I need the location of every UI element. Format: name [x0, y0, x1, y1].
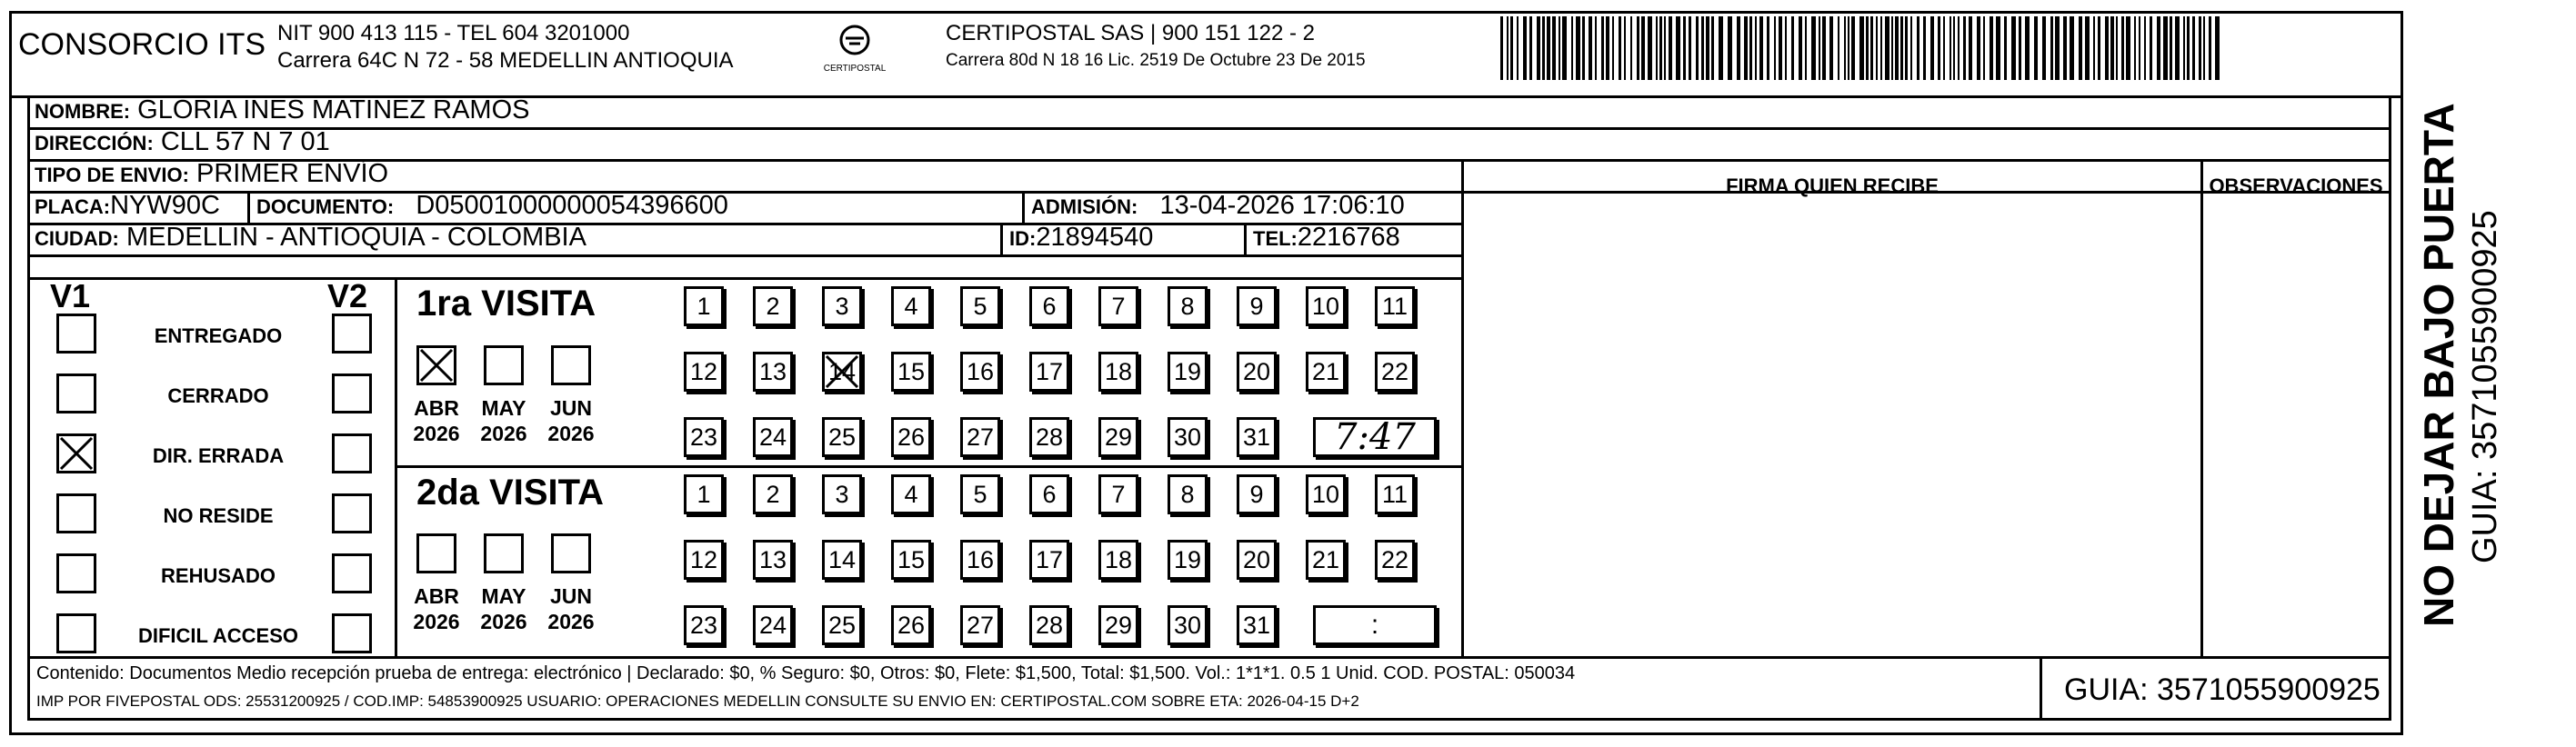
barcode-bar [2011, 16, 2016, 80]
barcode-bar [1859, 16, 1864, 80]
barcode-bar [2110, 16, 2114, 80]
day-box[interactable]: 9 [1237, 474, 1277, 514]
day-box[interactable]: 7 [1098, 474, 1138, 514]
day-box[interactable]: 23 [684, 417, 724, 457]
barcode-bar [1510, 16, 1513, 80]
v2-checkbox[interactable] [332, 493, 372, 533]
barcode [1500, 16, 2228, 80]
barcode-bar [1701, 16, 1704, 80]
month-year: 2026 [547, 610, 595, 633]
barcode-bar [1943, 16, 1945, 80]
barcode-bar [1923, 16, 1926, 80]
day-box[interactable]: 11 [1375, 286, 1415, 326]
nombre-row [35, 95, 529, 125]
barcode-bar [1880, 16, 1882, 80]
tel-value: 2216768 [1297, 223, 1400, 252]
barcode-bar [1851, 16, 1855, 80]
divider [2040, 656, 2042, 720]
v2-checkbox[interactable] [332, 374, 372, 413]
day-box[interactable]: 13 [753, 352, 793, 392]
barcode-bar [2199, 16, 2201, 80]
day-box[interactable]: 18 [1098, 352, 1138, 392]
divider [396, 465, 1464, 468]
footer-guia: GUIA: 3571055900925 [2064, 672, 2381, 707]
day-box[interactable]: 20 [1237, 540, 1277, 580]
barcode-bar [2070, 16, 2074, 80]
placa-label: PLACA: [35, 195, 111, 218]
barcode-bar [1656, 16, 1658, 80]
month-checkbox[interactable] [551, 533, 591, 573]
barcode-bar [1779, 16, 1782, 80]
status-option-label: DIR. ERRADA [152, 444, 285, 467]
company-name: CONSORCIO ITS [18, 27, 266, 62]
day-box[interactable]: 29 [1098, 417, 1138, 457]
month-name: ABR [414, 584, 459, 608]
divider [395, 277, 397, 659]
certipostal-logo [818, 16, 891, 80]
barcode-bar [1785, 16, 1787, 80]
day-box[interactable]: 19 [1168, 540, 1208, 580]
id-label: ID: [1009, 227, 1037, 250]
month-label [538, 395, 604, 446]
day-box[interactable]: 12 [684, 352, 724, 392]
barcode-bar [1759, 16, 1763, 80]
barcode-bar [1500, 16, 1503, 80]
barcode-bar [2175, 16, 2180, 80]
month-year: 2026 [413, 610, 460, 633]
day-box[interactable]: 15 [891, 540, 931, 580]
status-option-label: ENTREGADO [154, 324, 283, 347]
barcode-bar [2126, 16, 2130, 80]
month-year: 2026 [413, 422, 460, 445]
month-name: ABR [414, 396, 459, 420]
barcode-bar [1958, 16, 1960, 80]
barcode-bar [1728, 16, 1732, 80]
barcode-bar [1552, 16, 1556, 80]
documento-value: D05001000000054396600 [416, 191, 728, 220]
barcode-bar [1601, 16, 1604, 80]
barcode-bar [1996, 16, 2000, 80]
day-box[interactable]: 8 [1168, 474, 1208, 514]
nombre-label: NOMBRE: [35, 100, 131, 123]
barcode-bar [2050, 16, 2053, 80]
day-box[interactable]: 22 [1375, 540, 1415, 580]
barcode-bar [1676, 16, 1680, 80]
day-box[interactable]: 14 [822, 540, 862, 580]
barcode-bar [1805, 16, 1807, 80]
barcode-bar [1822, 16, 1826, 80]
day-box[interactable]: 28 [1029, 417, 1069, 457]
day-box[interactable]: 10 [1306, 286, 1346, 326]
barcode-bar [1517, 16, 1519, 80]
v2-checkbox[interactable] [332, 613, 372, 653]
v2-checkbox[interactable] [332, 553, 372, 593]
divider [27, 718, 2391, 721]
barcode-bar [2034, 16, 2038, 80]
barcode-bar [1606, 16, 1609, 80]
barcode-bar [2105, 16, 2109, 80]
month-name: MAY [481, 396, 526, 420]
month-label [471, 583, 536, 634]
barcode-bar [2025, 16, 2030, 80]
barcode-bar [1737, 16, 1740, 80]
day-box[interactable]: 11 [1375, 474, 1415, 514]
day-box[interactable]: 4 [891, 474, 931, 514]
barcode-bar [1589, 16, 1592, 80]
logo-text: CERTIPOSTAL [823, 64, 887, 74]
barcode-bar [1669, 16, 1672, 80]
barcode-bar [1664, 16, 1666, 80]
day-box[interactable]: 1 [684, 474, 724, 514]
divider [27, 277, 1464, 280]
day-box[interactable]: 31 [1237, 605, 1277, 645]
certi-line1: CERTIPOSTAL SAS | 900 151 122 - 2 [946, 21, 1315, 45]
day-box[interactable]: 1 [684, 286, 724, 326]
day-box[interactable]: 25 [822, 605, 862, 645]
direccion-row [35, 127, 330, 157]
day-box[interactable]: 16 [960, 540, 1000, 580]
barcode-bar [1641, 16, 1645, 80]
barcode-bar [1706, 16, 1709, 80]
barcode-bar [2187, 16, 2190, 80]
tipo-label: TIPO DE ENVIO: [35, 164, 189, 186]
id-value: 21894540 [1036, 223, 1154, 252]
barcode-bar [1969, 16, 1972, 80]
divider [1000, 223, 1003, 254]
barcode-bar [1950, 16, 1951, 80]
barcode-bar [1749, 16, 1752, 80]
barcode-bar [1844, 16, 1846, 80]
month-checkbox[interactable] [484, 345, 524, 385]
barcode-bar [2139, 16, 2140, 80]
day-box[interactable]: 21 [1306, 540, 1346, 580]
divider [1244, 223, 1247, 254]
barcode-bar [1885, 16, 1889, 80]
v2-label: V2 [327, 277, 368, 314]
day-box[interactable]: 25 [822, 417, 862, 457]
day-box[interactable]: 30 [1168, 605, 1208, 645]
barcode-bar [1917, 16, 1919, 80]
barcode-bar [2085, 16, 2090, 80]
barcode-bar [1866, 16, 1869, 80]
day-box[interactable]: 17 [1029, 540, 1069, 580]
day-box[interactable]: 29 [1098, 605, 1138, 645]
barcode-bar [2215, 16, 2220, 80]
day-box[interactable]: 23 [684, 605, 724, 645]
month-label [404, 395, 469, 446]
admision-value: 13-04-2026 17:06:10 [1159, 191, 1405, 220]
barcode-bar [1895, 16, 1899, 80]
month-year: 2026 [480, 422, 527, 445]
day-box[interactable]: 10 [1306, 474, 1346, 514]
day-box[interactable]: 12 [684, 540, 724, 580]
day-box[interactable]: 30 [1168, 417, 1208, 457]
time-box[interactable]: 7:47 [1313, 417, 1437, 457]
barcode-bar [1719, 16, 1723, 80]
barcode-bar [1576, 16, 1580, 80]
barcode-bar [1891, 16, 1893, 80]
side-warning: NO DEJAR BAJO PUERTA [2415, 103, 2462, 627]
footer-line1: Contenido: Documentos Medio recepción prueba de entrega: electrónico | Declarado: $0, % Seguro: $0, Otros: $0, Flete: $1,500, Total: $1,500. Vol.: 1*1*1. 0.5 1 Unid. COD. POSTAL: 050034 [36, 663, 1576, 683]
day-box[interactable]: 18 [1098, 540, 1138, 580]
day-box[interactable]: 8 [1168, 286, 1208, 326]
footer-line2: IMP POR FIVEPOSTAL ODS: 25531200925 / COD.IMP: 54853900925 USUARIO: OPERACIONES MEDELLIN CONSULTE SU ENVIO EN: CERTIPOSTAL.COM SOBRE ETA: 2026-04-15 D+2 [36, 692, 1359, 710]
divider [247, 191, 250, 223]
day-box[interactable]: 2 [753, 474, 793, 514]
month-label [404, 583, 469, 634]
barcode-bar [1905, 16, 1908, 80]
barcode-bar [1630, 16, 1632, 80]
admision-label: ADMISIÓN: [1031, 195, 1138, 218]
v1-checkbox[interactable] [56, 374, 96, 413]
status-option-label: DIFICIL ACCESO [137, 624, 298, 647]
day-box[interactable]: 6 [1029, 286, 1069, 326]
barcode-bar [2063, 16, 2067, 80]
tipo-row [35, 159, 388, 189]
divider [2200, 159, 2203, 659]
v2-checkbox[interactable] [332, 433, 372, 473]
v1-label: V1 [50, 277, 91, 314]
barcode-bar [2004, 16, 2007, 80]
side-guia: GUIA: 3571055900925 [2466, 210, 2504, 563]
direccion-label: DIRECCIÓN: [35, 132, 154, 154]
nombre-value: GLORIA INES MATINEZ RAMOS [137, 95, 530, 124]
month-label [538, 583, 604, 634]
day-box[interactable]: 24 [753, 417, 793, 457]
barcode-bar [1619, 16, 1621, 80]
barcode-bar [1848, 16, 1849, 80]
company-info [277, 20, 734, 75]
ciudad-label: CIUDAD: [35, 227, 119, 250]
barcode-bar [2121, 16, 2124, 80]
divider [1461, 159, 1464, 659]
barcode-bar [1983, 16, 1985, 80]
barcode-bar [1791, 16, 1794, 80]
barcode-bar [2019, 16, 2021, 80]
month-checkbox[interactable] [551, 345, 591, 385]
month-name: JUN [549, 396, 592, 420]
barcode-bar [1829, 16, 1833, 80]
barcode-bar [1799, 16, 1802, 80]
certipostal-info [946, 20, 1366, 75]
barcode-bar [1562, 16, 1567, 80]
barcode-bar [1582, 16, 1585, 80]
placa-row [35, 191, 220, 221]
day-box[interactable]: 14 [822, 352, 862, 392]
month-checkbox[interactable] [484, 533, 524, 573]
id-row [1009, 223, 1153, 253]
ciudad-row [35, 223, 586, 253]
v1-checkbox[interactable] [56, 314, 96, 354]
v1-checkbox[interactable] [56, 553, 96, 593]
v2-checkbox[interactable] [332, 314, 372, 354]
day-box[interactable]: 22 [1375, 352, 1415, 392]
day-box[interactable]: 5 [960, 474, 1000, 514]
day-box[interactable]: 20 [1237, 352, 1277, 392]
day-box[interactable]: 13 [753, 540, 793, 580]
day-box[interactable]: 3 [822, 474, 862, 514]
barcode-bar [1767, 16, 1769, 80]
barcode-bar [1774, 16, 1776, 80]
day-box[interactable]: 6 [1029, 474, 1069, 514]
barcode-bar [2055, 16, 2060, 80]
v1-checkbox[interactable] [56, 493, 96, 533]
barcode-bar [2093, 16, 2095, 80]
visit2-title: 2da VISITA [416, 473, 604, 513]
documento-row [256, 191, 728, 221]
barcode-bar [2157, 16, 2160, 80]
barcode-bar [1547, 16, 1550, 80]
day-box[interactable]: 24 [753, 605, 793, 645]
barcode-bar [1811, 16, 1816, 80]
status-option-label: NO RESIDE [163, 504, 274, 527]
barcode-bar [1870, 16, 1873, 80]
ciudad-value: MEDELLIN - ANTIOQUIA - COLOMBIA [125, 223, 586, 252]
firma-header: FIRMA QUIEN RECIBE [1726, 174, 1939, 197]
day-box[interactable]: 5 [960, 286, 1000, 326]
barcode-bar [2183, 16, 2185, 80]
day-box[interactable]: 3 [822, 286, 862, 326]
observaciones-header: OBSERVACIONES [2209, 174, 2383, 197]
barcode-bar [1559, 16, 1560, 80]
time-box[interactable]: : [1313, 605, 1437, 645]
v1-checkbox[interactable] [56, 433, 96, 473]
barcode-bar [1537, 16, 1540, 80]
barcode-bar [1977, 16, 1980, 80]
barcode-bar [2144, 16, 2146, 80]
barcode-bar [2163, 16, 2168, 80]
divider [27, 656, 2391, 659]
barcode-bar [1990, 16, 1993, 80]
barcode-bar [1711, 16, 1714, 80]
day-box[interactable]: 7 [1098, 286, 1138, 326]
barcode-bar [2192, 16, 2195, 80]
day-box[interactable]: 17 [1029, 352, 1069, 392]
month-checkbox[interactable] [416, 345, 456, 385]
placa-value: NYW90C [110, 191, 220, 220]
barcode-bar [1744, 16, 1748, 80]
tipo-value: PRIMER ENVÍO [195, 159, 389, 188]
certi-line2: Carrera 80d N 18 16 Lic. 2519 De Octubre 23 De 2015 [946, 51, 1366, 70]
day-box[interactable]: 4 [891, 286, 931, 326]
divider [1022, 191, 1025, 223]
barcode-bar [2170, 16, 2172, 80]
barcode-bar [2209, 16, 2211, 80]
barcode-bar [1696, 16, 1699, 80]
documento-label: DOCUMENTO: [256, 195, 395, 218]
day-box[interactable]: 19 [1168, 352, 1208, 392]
barcode-bar [1529, 16, 1532, 80]
month-label [471, 395, 536, 446]
day-box[interactable]: 27 [960, 605, 1000, 645]
direccion-value: CLL 57 N 7 01 [160, 127, 330, 156]
tel-row [1253, 223, 1400, 253]
barcode-bar [1683, 16, 1686, 80]
divider [27, 254, 1464, 257]
divider [2389, 95, 2391, 721]
barcode-bar [1637, 16, 1639, 80]
status-option-label: REHUSADO [161, 564, 276, 587]
month-checkbox[interactable] [416, 533, 456, 573]
barcode-bar [1542, 16, 1545, 80]
barcode-bar [1819, 16, 1820, 80]
barcode-bar [1624, 16, 1626, 80]
barcode-bar [1938, 16, 1940, 80]
barcode-bar [1953, 16, 1955, 80]
barcode-bar [1571, 16, 1573, 80]
day-box[interactable]: 2 [753, 286, 793, 326]
barcode-bar [1523, 16, 1527, 80]
barcode-bar [1689, 16, 1691, 80]
day-box[interactable]: 27 [960, 417, 1000, 457]
day-box[interactable]: 9 [1237, 286, 1277, 326]
barcode-bar [2203, 16, 2205, 80]
day-box[interactable]: 15 [891, 352, 931, 392]
divider [27, 127, 2391, 130]
barcode-bar [2042, 16, 2046, 80]
barcode-bar [1595, 16, 1597, 80]
barcode-bar [1612, 16, 1614, 80]
barcode-bar [1900, 16, 1903, 80]
month-year: 2026 [547, 422, 595, 445]
month-name: JUN [549, 584, 592, 608]
barcode-bar [1838, 16, 1839, 80]
tel-label: TEL: [1253, 227, 1298, 250]
day-box[interactable]: 26 [891, 417, 931, 457]
nit-line: NIT 900 413 115 - TEL 604 3201000 [277, 21, 630, 45]
barcode-bar [1755, 16, 1757, 80]
barcode-bar [2079, 16, 2082, 80]
barcode-bar [2150, 16, 2152, 80]
day-box[interactable]: 28 [1029, 605, 1069, 645]
barcode-bar [1910, 16, 1912, 80]
barcode-bar [1507, 16, 1509, 80]
barcode-bar [1930, 16, 1934, 80]
month-year: 2026 [480, 610, 527, 633]
day-box[interactable]: 16 [960, 352, 1000, 392]
address-line: Carrera 64C N 72 - 58 MEDELLIN ANTIOQUIA [277, 48, 734, 73]
barcode-bar [1648, 16, 1652, 80]
barcode-bar [2098, 16, 2100, 80]
day-box[interactable]: 26 [891, 605, 931, 645]
month-name: MAY [481, 584, 526, 608]
divider [27, 95, 30, 721]
v1-checkbox[interactable] [56, 613, 96, 653]
barcode-bar [1876, 16, 1878, 80]
day-box[interactable]: 31 [1237, 417, 1277, 457]
visit1-title: 1ra VISITA [416, 284, 596, 324]
day-box[interactable]: 21 [1306, 352, 1346, 392]
barcode-bar [2116, 16, 2118, 80]
barcode-bar [2134, 16, 2136, 80]
admision-row [1031, 191, 1405, 221]
barcode-bar [1659, 16, 1662, 80]
status-option-label: CERRADO [167, 384, 269, 407]
barcode-bar [1963, 16, 1966, 80]
